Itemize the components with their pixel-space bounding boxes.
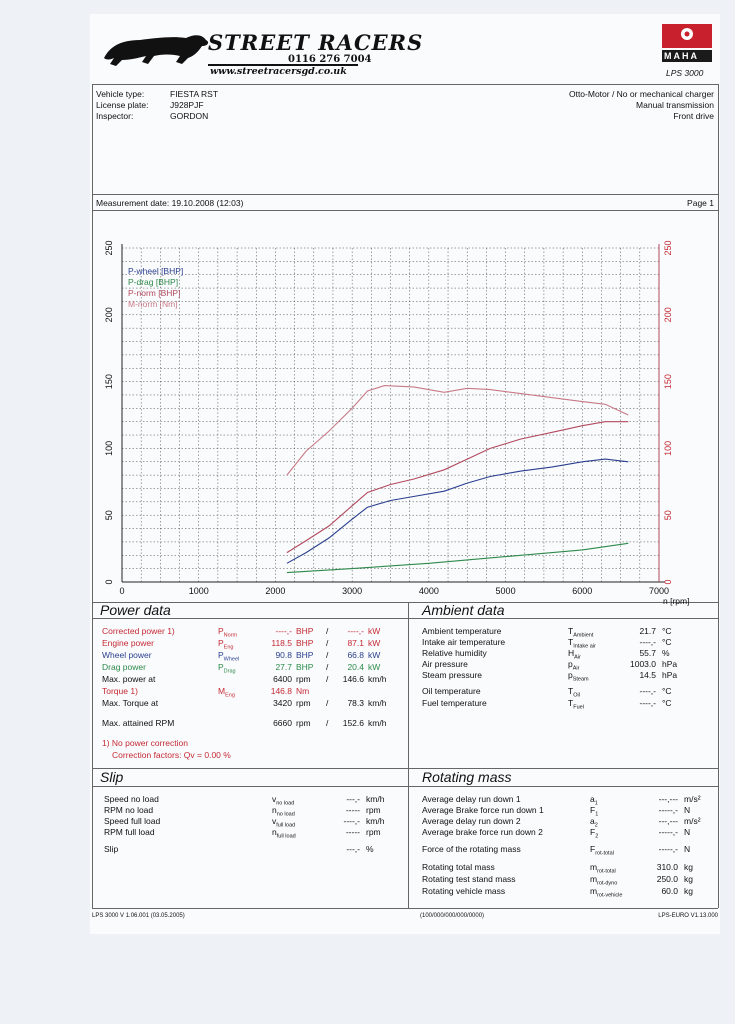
power-row-symbol: $P_{Norm}$ (218, 626, 238, 639)
rotating-row-symbol: $F_2$ (590, 827, 599, 840)
maha-model: LPS 3000 (666, 68, 704, 78)
drive-type: Front drive (673, 111, 714, 121)
rotating-row-label: Average delay run down 1 (422, 794, 521, 804)
slip-row-unit: km/h (366, 794, 385, 804)
power-row-label: Max. power at (102, 674, 156, 684)
rotating-row-unit: kg (684, 886, 693, 896)
rotating-row-value: ---,--- (658, 794, 678, 804)
license-plate-label: License plate: (96, 100, 149, 110)
power-row-unit1: rpm (296, 674, 311, 684)
max-rpm-speed: 152.6 (342, 718, 364, 728)
rotating-mass-title: Rotating mass (422, 769, 512, 785)
torque-at-speed: 78.3 (347, 698, 364, 708)
rotating-row-label: Rotating test stand mass (422, 874, 516, 884)
rotating-row-label: Rotating total mass (422, 862, 495, 872)
power-data-title: Power data (100, 602, 171, 618)
slip-row-label: RPM no load (104, 805, 154, 815)
power-row-value2: 66.8 (347, 650, 364, 660)
slip-row-unit: rpm (366, 805, 381, 815)
y-tick-label: 200 (104, 307, 114, 323)
rotating-row-unit: N (684, 805, 691, 815)
y2-tick-label: 250 (663, 240, 673, 256)
panther-logo-icon (102, 28, 212, 68)
slip-row-symbol: $v_{full load}$ (272, 816, 296, 829)
brand-name: STREET RACERS (208, 30, 424, 55)
chart-legend (128, 266, 183, 309)
rotating-row-symbol: $F_{rot-total}$ (590, 844, 614, 857)
torque-at-separator: / (326, 698, 329, 708)
rotating-row-label: Rotating vehicle mass (422, 886, 506, 896)
power-row-separator: / (326, 626, 329, 636)
power-row-label: Engine power (102, 638, 154, 648)
footer-software-version: LPS 3000 V 1.06.001 (03.05.2005) (92, 913, 185, 919)
ambient-row-symbol: $T_{Intake air}$ (568, 637, 596, 650)
rotating-row-label: Average brake force run down 2 (422, 827, 543, 837)
ambient-row-label: Fuel temperature (422, 698, 487, 708)
rotating-row-value: 60.0 (661, 886, 678, 896)
rotating-row-label: Force of the rotating mass (422, 844, 521, 854)
slip-row-value: ---,- (346, 844, 360, 854)
inspector-label: Inspector: (96, 111, 134, 121)
chart-grid (122, 248, 659, 582)
chart-axes (122, 244, 665, 582)
rotating-row-label: Average Brake force run down 1 (422, 805, 544, 815)
slip-row-symbol: $n_{full load}$ (272, 827, 296, 840)
power-row-separator: / (326, 662, 329, 672)
torque-at-label: Max. Torque at (102, 698, 159, 708)
y2-tick-label: 200 (663, 307, 673, 323)
y-tick-label: 100 (104, 440, 114, 456)
series-line-p-wheel (287, 459, 628, 563)
vehicle-type-label: Vehicle type: (96, 89, 145, 99)
legend-entry: P-drag [BHP] (128, 277, 179, 287)
ambient-row-symbol: $H_{Air}$ (568, 648, 581, 661)
brand-phone: 0116 276 7004 (288, 54, 372, 65)
legend-entry: P-norm [BHP] (128, 288, 181, 298)
power-row-symbol: $P_{Eng}$ (218, 638, 234, 651)
ambient-row-unit: °C (662, 626, 672, 636)
ambient-row-unit: hPa (662, 670, 678, 680)
power-row-unit2: kW (368, 638, 381, 648)
slip-row-symbol: $n_{no load}$ (272, 805, 295, 818)
rotating-row-value: 250.0 (656, 874, 678, 884)
slip-row-label: Speed no load (104, 794, 159, 804)
x-tick-label: 0 (119, 586, 125, 596)
power-note-correction: 1) No power correction (102, 738, 188, 748)
rotating-row-unit: N (684, 827, 691, 837)
power-row-unit2: kW (368, 626, 381, 636)
power-row-value1: 90.8 (275, 650, 292, 660)
x-tick-label: 4000 (418, 586, 439, 596)
ambient-row-value: ----,- (639, 686, 656, 696)
rotating-row-symbol: $m_{rot-total}$ (590, 862, 616, 875)
ambient-row-value: 1003.0 (630, 659, 656, 669)
ambient-row-value: ----,- (639, 698, 656, 708)
ambient-row-unit: °C (662, 686, 672, 696)
torque-unit: Nm (296, 686, 310, 696)
rotating-row-label: Average delay run down 2 (422, 816, 521, 826)
brand-website: www.streetracersgd.co.uk (210, 66, 347, 77)
rotating-row-unit: kg (684, 874, 693, 884)
power-row-value1: 6400 (273, 674, 292, 684)
rotating-row-symbol: $F_1$ (590, 805, 599, 818)
measurement-date: Measurement date: 19.10.2008 (12:03) (96, 198, 244, 208)
slip-row-label: Speed full load (104, 816, 161, 826)
rotating-row-symbol: $a_1$ (590, 794, 598, 807)
x-tick-label: 6000 (572, 586, 593, 596)
max-rpm-label: Max. attained RPM (102, 718, 175, 728)
torque-symbol: $M_{Eng}$ (218, 686, 235, 699)
slip-row-value: ----,- (343, 816, 360, 826)
ambient-row-unit: °C (662, 637, 672, 647)
x-tick-label: 1000 (188, 586, 209, 596)
power-row-unit2: kW (368, 662, 381, 672)
slip-row-symbol: $v_{no load}$ (272, 794, 295, 807)
rotating-row-unit: m/s² (684, 816, 701, 826)
ambient-row-unit: hPa (662, 659, 678, 669)
inspector-value: GORDON (170, 111, 209, 121)
slip-row-label: Slip (104, 844, 119, 854)
y-tick-label: 150 (104, 374, 114, 390)
ambient-row-symbol: $p_{Steam}$ (568, 670, 589, 683)
rotating-row-unit: N (684, 844, 691, 854)
max-rpm-value: 6660 (273, 718, 292, 728)
y2-tick-label: 100 (663, 440, 673, 456)
ambient-row-label: Air pressure (422, 659, 468, 669)
rotating-row-value: ---,--- (658, 816, 678, 826)
maha-logo (658, 20, 716, 84)
ambient-row-label: Intake air temperature (422, 637, 506, 647)
y2-tick-label: 0 (663, 579, 673, 585)
torque-value: 146.8 (270, 686, 292, 696)
rotating-row-value: -----,- (658, 805, 678, 815)
rotating-row-unit: m/s² (684, 794, 701, 804)
transmission: Manual transmission (636, 100, 714, 110)
y-tick-label: 250 (104, 240, 114, 256)
power-row-value1: 27.7 (275, 662, 292, 672)
power-row-label: Drag power (102, 662, 146, 672)
power-row-unit1: BHP (296, 662, 314, 672)
y2-tick-label: 50 (663, 510, 673, 521)
x-tick-label: 5000 (495, 586, 516, 596)
power-row-symbol: $P_{Drag}$ (218, 662, 236, 675)
slip-row-unit: % (366, 844, 374, 854)
ambient-row-unit: °C (662, 698, 672, 708)
power-row-label: Corrected power 1) (102, 626, 175, 636)
y2-tick-label: 150 (663, 374, 673, 390)
slip-row-unit: rpm (366, 827, 381, 837)
slip-row-value: ----- (345, 805, 360, 815)
series-line-p-drag (287, 543, 628, 572)
max-rpm-speed-unit: km/h (368, 718, 387, 728)
engine-type: Otto-Motor / No or mechanical charger (568, 89, 714, 99)
x-axis-label: n [rpm] (663, 596, 690, 606)
power-row-value2: 146.6 (342, 674, 364, 684)
power-row-unit1: BHP (296, 626, 314, 636)
page-number: Page 1 (687, 198, 714, 208)
rotating-row-value: -----,- (658, 827, 678, 837)
legend-entry: P-wheel [BHP] (128, 266, 184, 276)
power-row-label: Wheel power (102, 650, 152, 660)
ambient-row-symbol: $T_{Oil}$ (568, 686, 580, 699)
slip-title: Slip (100, 769, 124, 785)
rotating-row-symbol: $a_2$ (590, 816, 598, 829)
ambient-row-value: 14.5 (639, 670, 656, 680)
slip-row-value: ----- (345, 827, 360, 837)
ambient-row-label: Steam pressure (422, 670, 482, 680)
ambient-row-label: Oil temperature (422, 686, 481, 696)
torque-label: Torque 1) (102, 686, 138, 696)
torque-at-speed-unit: km/h (368, 698, 387, 708)
ambient-row-symbol: $T_{Fuel}$ (568, 698, 584, 711)
license-plate-value: J928PJF (170, 100, 204, 110)
y-tick-label: 0 (104, 579, 114, 585)
rotating-row-value: 310.0 (656, 862, 678, 872)
rotating-row-symbol: $m_{rot-vehicle}$ (590, 886, 623, 899)
ambient-row-symbol: $T_{Ambient}$ (568, 626, 594, 639)
x-tick-label: 7000 (648, 586, 670, 596)
torque-at-rpm-unit: rpm (296, 698, 311, 708)
series-line-p-norm (287, 422, 628, 553)
ambient-row-value: ----,- (639, 637, 656, 647)
ambient-data-title: Ambient data (422, 602, 505, 618)
power-row-separator: / (326, 638, 329, 648)
footer-code: (100/000/000/000/0000) (420, 913, 485, 919)
power-row-unit2: kW (368, 650, 381, 660)
power-row-value1: 118.5 (271, 638, 292, 648)
max-rpm-unit: rpm (296, 718, 311, 728)
power-row-symbol: $P_{Wheel}$ (218, 650, 240, 663)
y-tick-label: 50 (104, 510, 114, 521)
ambient-row-value: 55.7 (639, 648, 656, 658)
vehicle-type-value: FIESTA RST (170, 89, 219, 99)
legend-entry: M-norm [Nm] (128, 299, 178, 309)
power-row-unit2: km/h (368, 674, 387, 684)
rotating-row-unit: kg (684, 862, 693, 872)
power-row-value2: ----,- (347, 626, 364, 636)
maha-brand: MAHA (664, 51, 699, 61)
dyno-chart (90, 210, 720, 610)
power-row-value2: 87.1 (347, 638, 364, 648)
dyno-report-sheet (90, 14, 720, 934)
rotating-row-symbol: $m_{rot-dyno}$ (590, 874, 618, 887)
slip-row-value: ---,- (346, 794, 360, 804)
chart-series (287, 386, 628, 573)
x-tick-label: 3000 (342, 586, 363, 596)
slip-row-unit: km/h (366, 816, 385, 826)
power-row-unit1: BHP (296, 650, 314, 660)
power-row-value2: 20.4 (347, 662, 364, 672)
footer-euro-version: LPS-EURO V1.13.000 (658, 913, 718, 919)
slip-row-label: RPM full load (104, 827, 155, 837)
ambient-row-symbol: $p_{Air}$ (568, 659, 580, 672)
rotating-row-value: -----,- (658, 844, 678, 854)
x-tick-label: 2000 (265, 586, 286, 596)
power-row-value1: ----,- (275, 626, 292, 636)
ambient-row-value: 21.7 (639, 626, 656, 636)
ambient-row-label: Relative humidity (422, 648, 487, 658)
power-row-separator: / (326, 674, 329, 684)
ambient-row-unit: % (662, 648, 670, 658)
power-note-factors: Correction factors: Qv = 0.00 % (112, 750, 231, 760)
max-rpm-separator: / (326, 718, 329, 728)
power-row-separator: / (326, 650, 329, 660)
power-row-unit1: BHP (296, 638, 314, 648)
torque-at-rpm: 3420 (273, 698, 292, 708)
ambient-row-label: Ambient temperature (422, 626, 502, 636)
